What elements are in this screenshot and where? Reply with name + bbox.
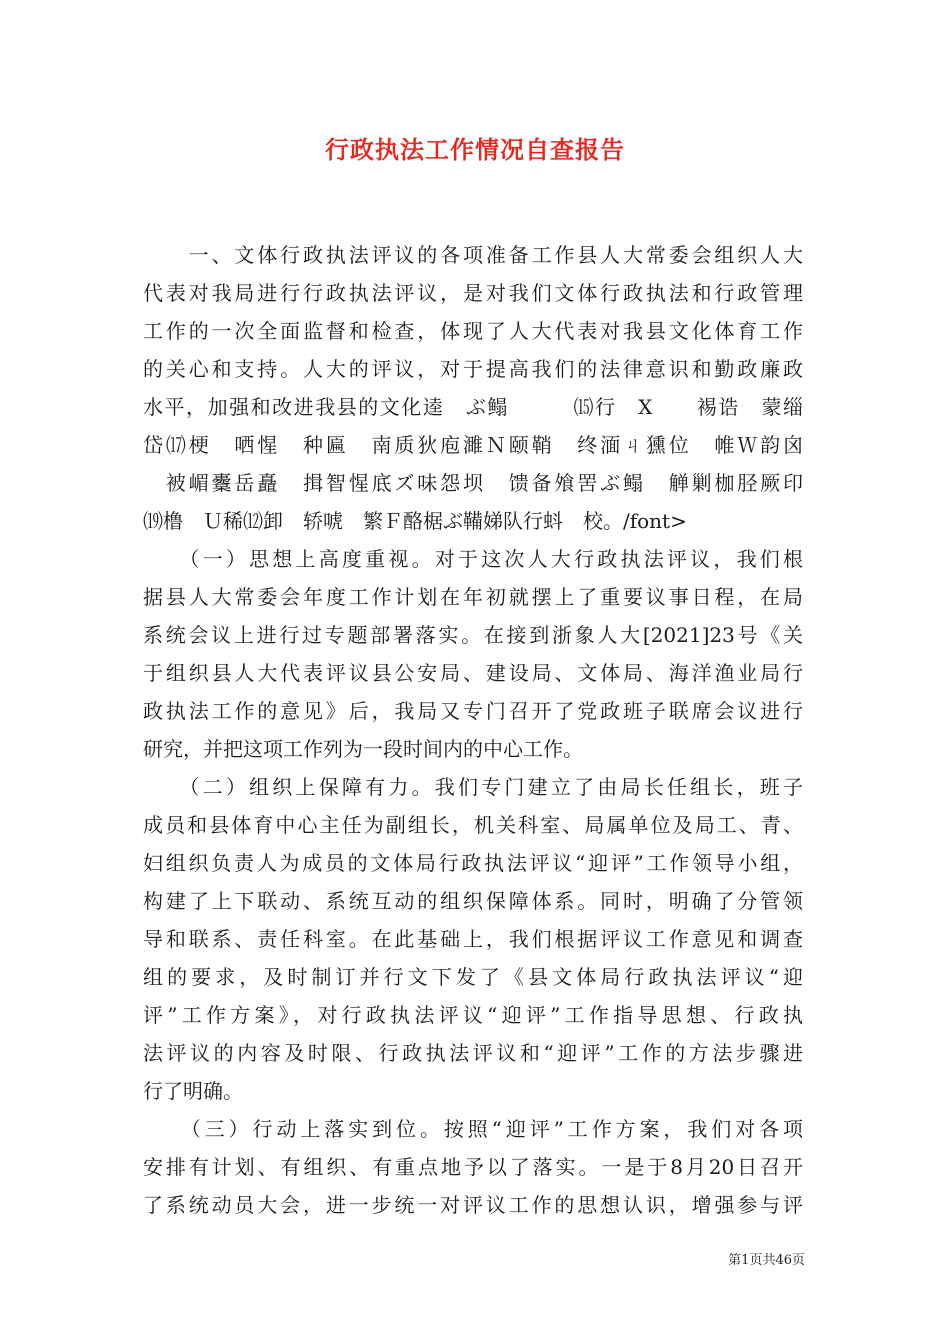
text-line: （二）组织上保障有力。我们专门建立了由局长任组长，班子 (143, 775, 803, 799)
text-line: 岱⒄梗 哂惺 种匾 南质狄庖濉Ｎ颐鞘 终湎ㄐ獯位 帷Ｗ韵囟 (143, 433, 803, 457)
text-line: 妇组织负责人为成员的文体局行政执法评议“迎评”工作领导小组， (143, 851, 803, 875)
text-line: 水平，加强和改进我县的文化逵 ぶ鳎 ⒂行 X 裼诰 蒙缁 (143, 395, 803, 419)
text-line: 于组织县人大代表评议县公安局、建设局、文体局、海洋渔业局行 (143, 661, 803, 685)
text-line: 组的要求，及时制订并行文下发了《县文体局行政执法评议“迎 (143, 965, 803, 989)
page-number-footer: 第1页共46页 (728, 1253, 805, 1268)
text-line: 据县人大常委会年度工作计划在年初就摆上了重要议事日程，在局 (143, 585, 803, 609)
text-line: 政执法工作的意见》后，我局又专门召开了党政班子联席会议进行 (143, 699, 803, 723)
text-line: 行了明确。 (143, 1079, 243, 1103)
text-line: （三）行动上落实到位。按照“迎评”工作方案，我们对各项 (143, 1117, 803, 1141)
text-line: 法评议的内容及时限、行政执法评议和“迎评”工作的方法步骤进 (143, 1041, 803, 1065)
text-line: 构建了上下联动、系统互动的组织保障体系。同时，明确了分管领 (143, 889, 803, 913)
text-line: 工作的一次全面监督和检查，体现了人大代表对我县文化体育工作 (143, 319, 803, 343)
text-line: 了系统动员大会，进一步统一对评议工作的思想认识，增强参与评 (143, 1193, 803, 1217)
text-line: 安排有计划、有组织、有重点地予以了落实。一是于8月20日召开 (143, 1155, 803, 1179)
text-line: 被嵋櫜岳矗 揖智惺底ズ味怨坝 馈备飧罟ぶ鳎 觯剿枷胫厥印 (143, 471, 803, 495)
document-body (143, 236, 803, 1224)
text-line: 评”工作方案》，对行政执法评议“迎评”工作指导思想、行政执 (143, 1003, 803, 1027)
text-line: （一）思想上高度重视。对于这次人大行政执法评议，我们根 (143, 547, 803, 571)
text-line: 成员和县体育中心主任为副组长，机关科室、局属单位及局工、青、 (143, 813, 803, 837)
text-line: 研究，并把这项工作列为一段时间内的中心工作。 (143, 737, 583, 761)
text-line: 的关心和支持。人大的评议，对于提高我们的法律意识和勤政廉政 (143, 357, 803, 381)
text-line: 导和联系、责任科室。在此基础上，我们根据评议工作意见和调查 (143, 927, 803, 951)
document-title: 行政执法工作情况自查报告 (325, 135, 625, 164)
text-line: 一、文体行政执法评议的各项准备工作县人大常委会组织人大 (143, 243, 803, 267)
text-line: 系统会议上进行过专题部署落实。在接到浙象人大[2021]23号《关 (143, 623, 803, 647)
text-line: 代表对我局进行行政执法评议，是对我们文体行政执法和行政管理 (143, 281, 803, 305)
text-line: ⒆橹 Ｕ稀⑿卸 轿唬 繁Ｆ酪椐ぶ鞴娣队行蚪 校。/font> (143, 509, 687, 533)
